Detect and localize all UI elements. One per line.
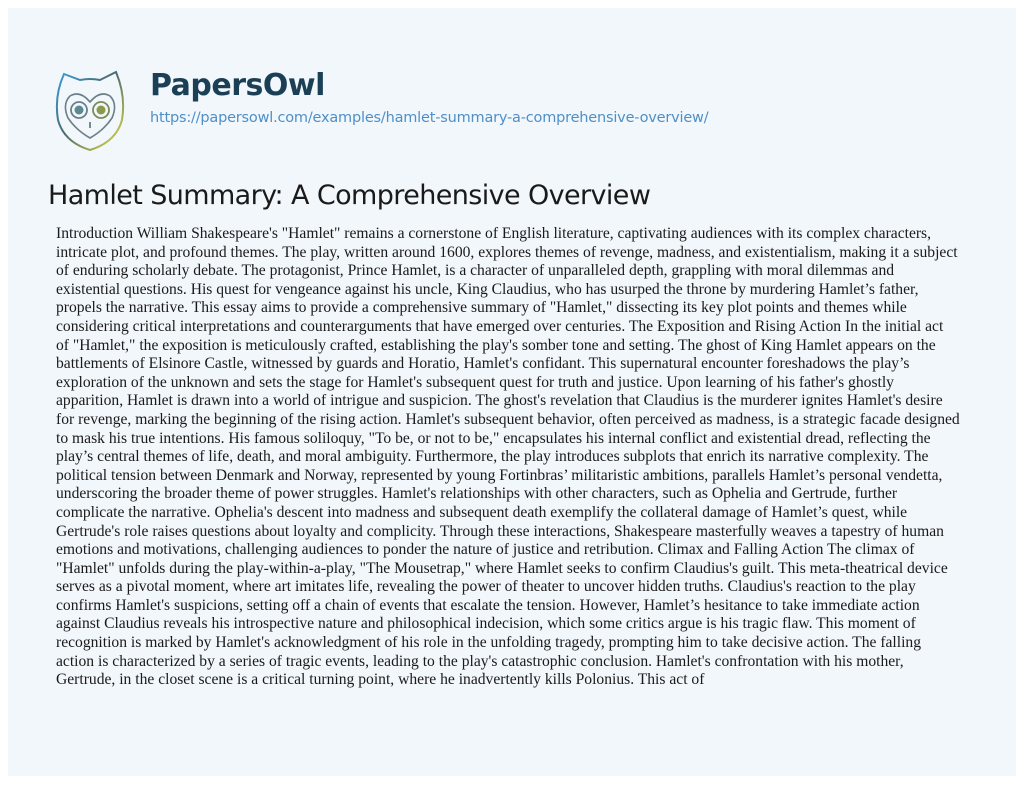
essay-line: Gertrude's role raises questions about loyalty and complicity. Through these interactions, Shakespeare masterfully weaves a tapestry of human xyxy=(56,522,944,540)
essay-line: intricate plot, and profound themes. The play, written around 1600, explores themes of revenge, madness, and existentialism, making it a subject xyxy=(56,243,958,261)
essay-line: recognition is marked by Hamlet's acknowledgment of his role in the unfolding tragedy, prompting him to take decisive action. The falling xyxy=(56,634,922,652)
essay-card xyxy=(8,8,1016,776)
brand-text xyxy=(150,66,708,126)
essay-line: action is characterized by a series of tragic events, leading to the play's catastrophic conclusion. Hamlet's confrontation with his mother, xyxy=(56,652,904,670)
essay-line: to mask his true intentions. His famous soliloquy, "To be, or not to be," encapsulates his internal conflict and existential dread, reflecting the xyxy=(56,429,931,447)
essay-line: propels the narrative. This essay aims to provide a comprehensive summary of "Hamlet," dissecting its key plot points and themes while xyxy=(56,299,907,317)
essay-line: of enduring scholarly debate. The protagonist, Prince Hamlet, is a character of unparalleled depth, grappling with moral dilemmas and xyxy=(56,262,895,280)
owl-logo-icon xyxy=(50,66,130,156)
essay-line: existential questions. His quest for vengeance against his uncle, King Claudius, who has usurped the throne by murdering Hamlet’s father, xyxy=(56,280,919,298)
source-url-link[interactable]: https://papersowl.com/examples/hamlet-summary-a-comprehensive-overview/ xyxy=(150,110,709,126)
essay-line: for revenge, marking the beginning of the rising action. Hamlet's subsequent behavior, often perceived as madness, is a strategic facade designed xyxy=(56,410,960,428)
essay-line: apparition, Hamlet is drawn into a world of intrigue and suspicion. The ghost's revelation that Claudius is the murderer ignites Hamlet's desire xyxy=(56,392,943,410)
essay-body xyxy=(56,225,1014,690)
essay-line: against Claudius reveals his introspective nature and philosophical indecision, which some critics argue is his tragic flaw. This moment of xyxy=(56,615,916,633)
brand-header xyxy=(50,66,708,166)
essay-line: play’s central themes of life, death, and moral ambiguity. Furthermore, the play introduces subplots that enrich its narrative complexity. The xyxy=(56,448,929,466)
essay-line: battlements of Elsinore Castle, witnessed by guards and Horatio, Hamlet's confidant. This supernatural encounter foreshadows the play’s xyxy=(56,355,910,373)
essay-line: Gertrude, in the closet scene is a critical turning point, where he inadvertently kills Polonius. This act of xyxy=(56,671,705,689)
essay-line: considering critical interpretations and counterarguments that have emerged over centuries. The Exposition and Rising Action In the initial act xyxy=(56,317,944,335)
page-title: Hamlet Summary: A Comprehensive Overview xyxy=(48,180,651,211)
essay-line: confirms Hamlet's suspicions, setting off a chain of events that escalate the tension. However, Hamlet’s hesitance to take immediate action xyxy=(56,596,920,614)
brand-name[interactable]: PapersOwl xyxy=(150,68,325,103)
essay-line: Introduction William Shakespeare's "Hamlet" remains a cornerstone of English literature, captivating audiences with its complex characters, xyxy=(56,225,932,242)
essay-line: political tension between Denmark and Norway, represented by young Fortinbras’ militaristic ambitions, parallels Hamlet’s personal vendetta, xyxy=(56,466,943,484)
essay-line: complicate the narrative. Ophelia's descent into madness and subsequent death exemplify the collateral damage of Hamlet’s quest, while xyxy=(56,503,908,521)
essay-line: of "Hamlet," the exposition is meticulously crafted, establishing the play's somber tone and setting. The ghost of King Hamlet appears on the xyxy=(56,336,936,354)
essay-line: emotions and motivations, challenging audiences to ponder the nature of justice and retribution. Climax and Falling Action The climax of xyxy=(56,541,915,559)
essay-line: "Hamlet" unfolds during the play-within-a-play, "The Mousetrap," where Hamlet seeks to confirm Claudius's guilt. This meta-theatrical device xyxy=(56,559,948,577)
essay-line: serves as a pivotal moment, where art imitates life, revealing the power of theater to uncover hidden truths. Claudius's reaction to the play xyxy=(56,578,916,596)
essay-line: underscoring the broader theme of power struggles. Hamlet's relationships with other characters, such as Ophelia and Gertrude, further xyxy=(56,485,898,503)
essay-line: exploration of the unknown and sets the stage for Hamlet's subsequent quest for truth and justice. Upon learning of his father's ghostly xyxy=(56,373,894,391)
